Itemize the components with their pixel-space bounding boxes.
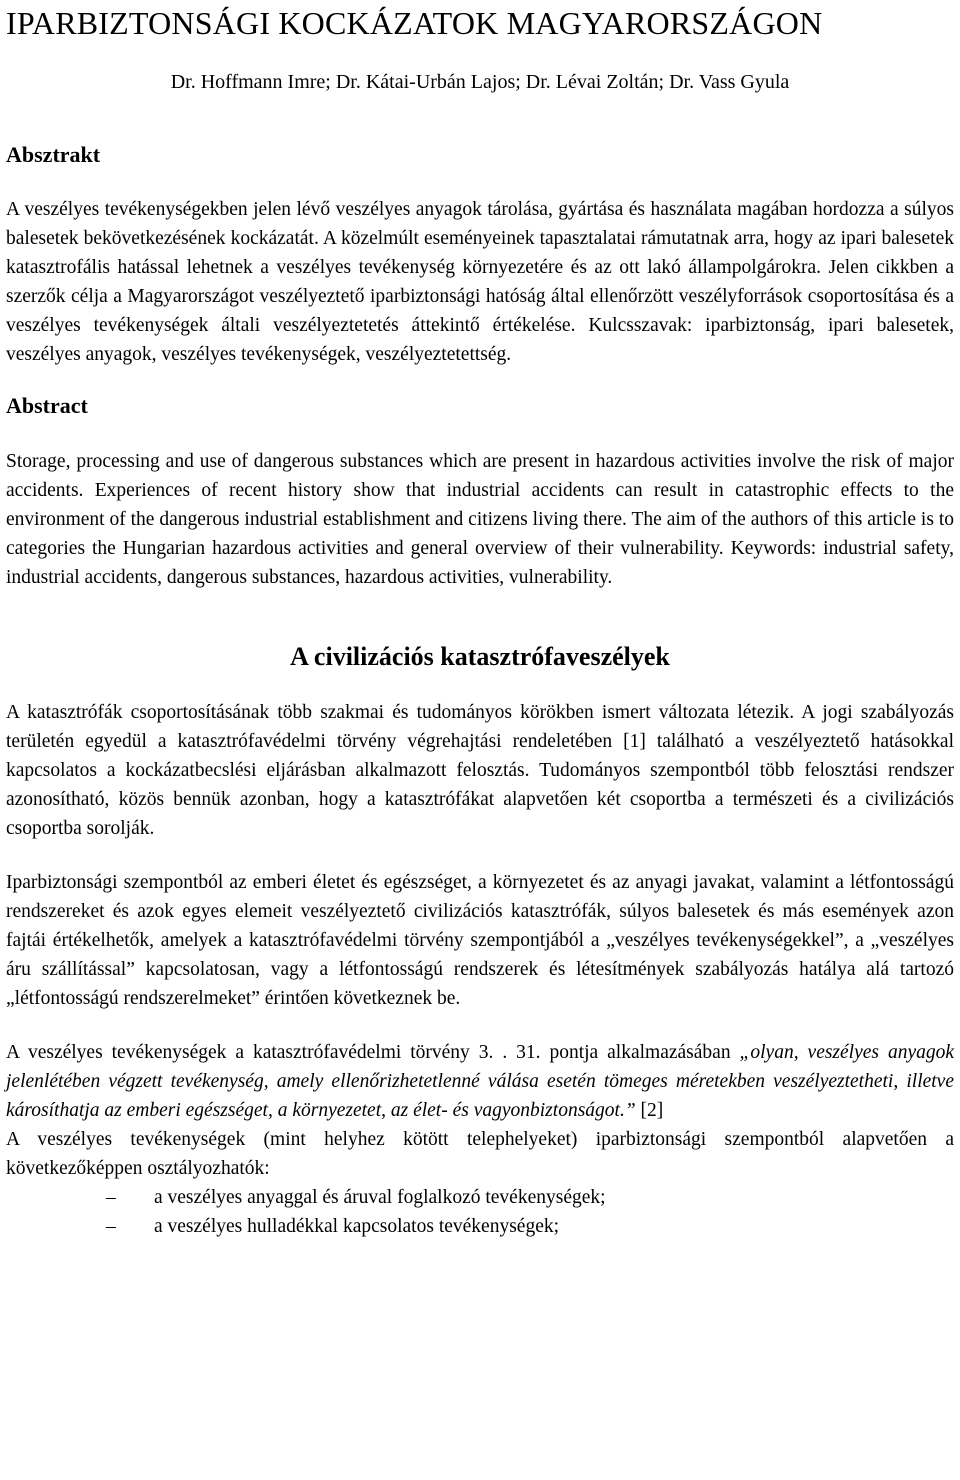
abstract-hu-heading: Absztrakt — [6, 142, 101, 167]
dash-bullet-icon: – — [106, 1216, 116, 1237]
legal-quote: „olyan, veszélyes anyagok jelenlétében végzett tevékenység, amely ellenőrizhetetlenné válása esetén tömeges méretekben veszélyeztetheti, illetve károsíthatja az emberi egészséget, a környezetet, az élet- és vagyonbiztonságot.” — [6, 1042, 955, 1121]
paper-title: IPARBIZTONSÁGI KOCKÁZATOK MAGYARORSZÁGON — [6, 5, 823, 41]
section-heading: A civilizációs katasztrófaveszélyek — [290, 642, 670, 671]
section-paragraph-4: A veszélyes tevékenységek (mint helyhez kötött telephelyeket) iparbiztonsági szempontból alapvetően a következőképpen osztályozhatók: — [6, 1129, 954, 1179]
abstract-en-text: Storage, processing and use of dangerous substances which are present in hazardous activities involve the risk of major accidents. Experiences of recent history show that industrial accidents can result in catastrophic effects to the environment of the dangerous industrial establishment and citizens living there. The aim of the authors of this article is to categories the Hungarian hazardous activities and general overview of their vulnerability. Keywords: industrial safety, industrial accidents, dangerous substances, hazardous activities, vulnerability. — [6, 451, 954, 588]
abstract-en-heading: Abstract — [6, 393, 88, 418]
list-item-text: a veszélyes hulladékkal kapcsolatos tevékenységek; — [154, 1216, 560, 1237]
section-paragraph-2: Iparbiztonsági szempontból az emberi életet és egészséget, a környezetet és az anyagi javakat, valamint a létfontosságú rendszereket és azok egyes elemeit veszélyeztető civilizációs katasztrófák, súlyos balesetek és más események azon fajtái értékelhetők, amelyek a katasztrófavédelmi törvény szempontjából a „veszélyes tevékenységekkel”, a „veszélyes áru szállítással” kapcsolatosan, vagy a létfontosságú rendszerek és létesítmények szabályozás hatálya alá tartozó „létfontosságú rendszerelmeket” érintően következnek be. — [6, 872, 954, 1009]
dash-bullet-icon: – — [106, 1187, 116, 1208]
section-paragraph-1: A katasztrófák csoportosításának több szakmai és tudományos körökben ismert változata létezik. A jogi szabályozás területén egyedül a katasztrófavédelmi törvény végrehajtási rendeletében [1] található a veszélyeztető hatásokkal kapcsolatos a kockázatbecslési eljárásban alkalmazott felosztás. Tudományos szempontból több felosztási rendszer azonosítható, közös bennük azonban, hogy a katasztrófákat alapvetően két csoportba a természeti és a civilizációs csoportba sorolják. — [6, 702, 954, 839]
reference-citation: [2] — [640, 1100, 664, 1121]
abstract-hu-text: A veszélyes tevékenységekben jelen lévő veszélyes anyagok tárolása, gyártása és használata magában hordozza a súlyos balesetek bekövetkezésének kockázatát. A közelmúlt eseményeinek tapasztalatai rámutatnak arra, hogy az ipari balesetek katasztrofális hatással lehetnek a veszélyes tevékenység környezetére és az ott lakó állampolgárokra. Jelen cikkben a szerzők célja a Magyarországot veszélyeztető iparbiztonsági hatóság által ellenőrzött veszélyforrások csoportosítása és a veszélyes tevékenységek általi veszélyeztetetés áttekintő értékelése. Kulcsszavak: iparbiztonság, ipari balesetek, veszélyes anyagok, veszélyes tevékenységek, veszélyeztetettség. — [6, 199, 954, 365]
activity-list — [6, 1183, 954, 1241]
section-paragraph-3 — [6, 1038, 954, 1125]
list-item — [106, 1183, 954, 1212]
paragraph-3-lead: A veszélyes tevékenységek a katasztrófavédelmi törvény 3. . 31. pontja alkalmazásában — [6, 1042, 731, 1063]
list-item — [106, 1212, 954, 1241]
list-item-text: a veszélyes anyaggal és áruval foglalkozó tevékenységek; — [154, 1187, 606, 1208]
author-list: Dr. Hoffmann Imre; Dr. Kátai-Urbán Lajos; Dr. Lévai Zoltán; Dr. Vass Gyula — [170, 71, 790, 93]
